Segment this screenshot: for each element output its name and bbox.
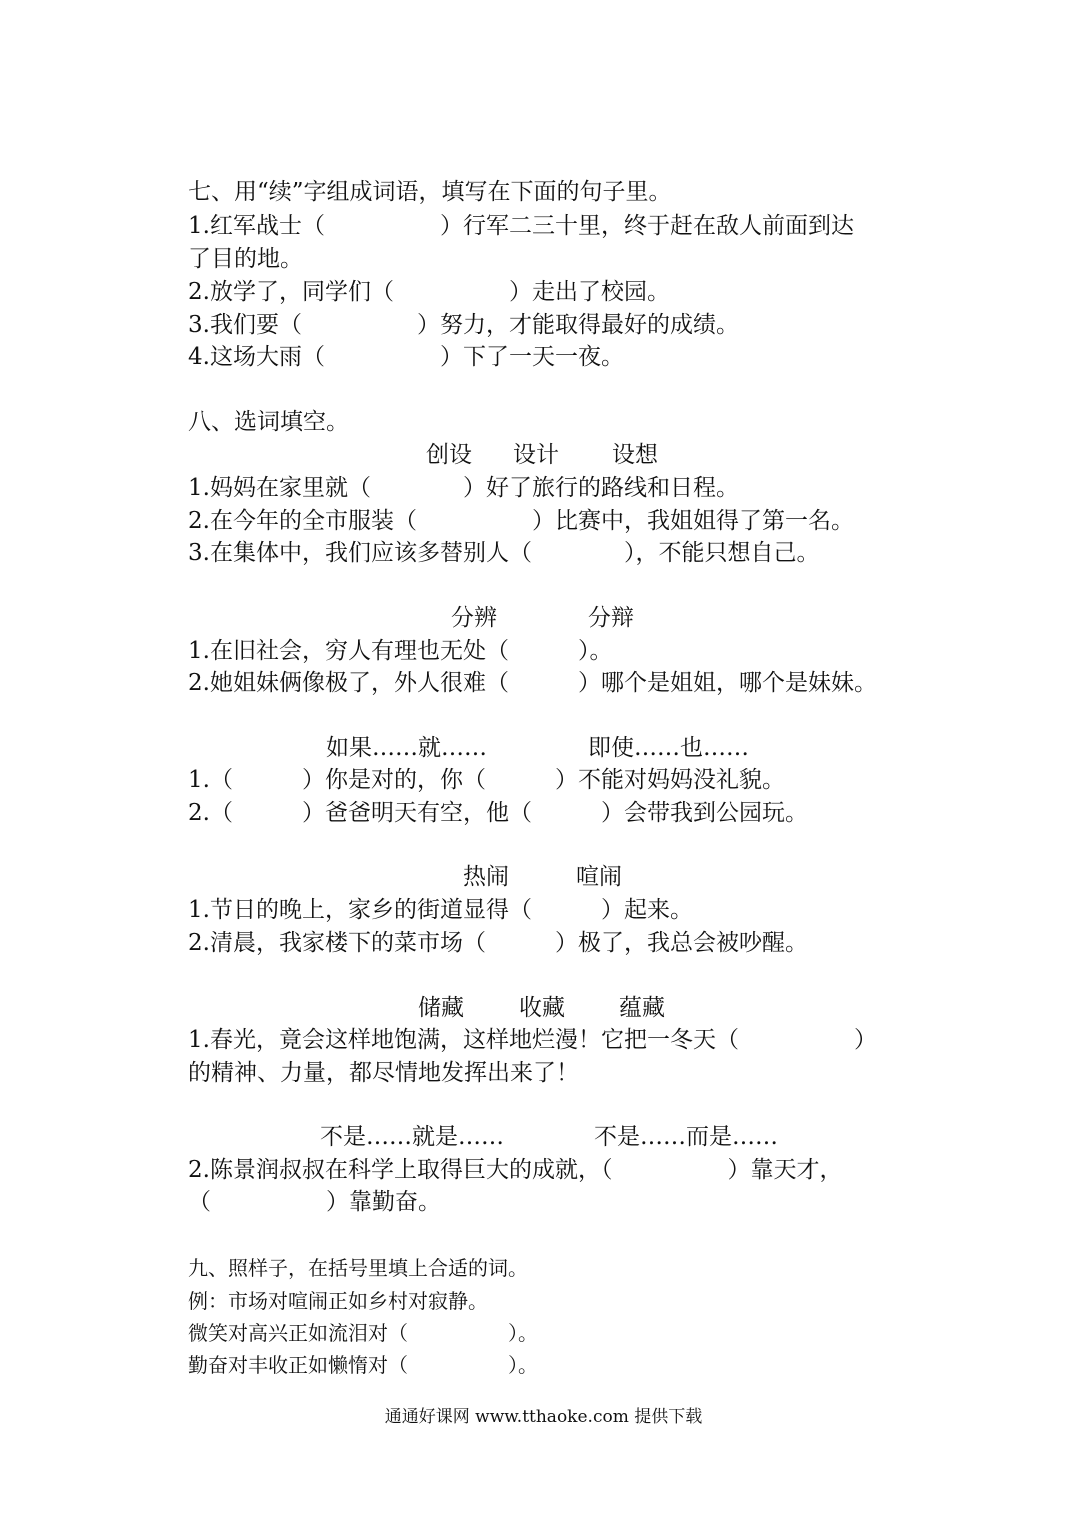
option-word: 收藏 (519, 995, 565, 1021)
section-8-title: 八、选词填空。 (188, 409, 349, 435)
section-7-title: 七、用“续”字组成词语，填写在下面的句子里。 (188, 179, 672, 205)
option-word: 分辨 (451, 605, 497, 631)
question-7-1-line2: 了目的地。 (188, 246, 303, 272)
question-8-1-3: 3.在集体中，我们应该多替别人（ ），不能只想自己。 (188, 540, 820, 566)
question-8-6-2-line2: （ ）靠勤奋。 (188, 1189, 441, 1215)
question-7-1-line1: 1.红军战士（ ）行军二三十里，终于赶在敌人前面到达 (188, 213, 854, 239)
option-word: 不是……而是…… (594, 1124, 778, 1150)
question-7-2: 2.放学了，同学们（ ）走出了校园。 (188, 279, 670, 305)
question-8-1-1: 1.妈妈在家里就（ ）好了旅行的路线和日程。 (188, 475, 739, 501)
section-9-example: 例：市场对喧闹正如乡村对寂静。 (188, 1289, 488, 1313)
option-word: 即使……也…… (588, 735, 749, 761)
question-8-4-2: 2.清晨，我家楼下的菜市场（ ）极了，我总会被吵醒。 (188, 930, 808, 956)
option-word: 分辩 (588, 605, 634, 631)
option-word: 创设 (426, 442, 472, 468)
option-word: 热闹 (463, 864, 509, 890)
question-7-3: 3.我们要（ ）努力，才能取得最好的成绩。 (188, 312, 739, 338)
question-7-4: 4.这场大雨（ ）下了一天一夜。 (188, 344, 624, 370)
question-8-1-2: 2.在今年的全市服装（ ）比赛中，我姐姐得了第一名。 (188, 508, 854, 534)
section-9-title: 九、照样子，在括号里填上合适的词。 (188, 1256, 528, 1280)
question-8-6-2-line1: 2.陈景润叔叔在科学上取得巨大的成就，（ ）靠天才， (188, 1157, 843, 1183)
question-8-5-1-line2: 的精神、力量，都尽情地发挥出来了！ (188, 1060, 579, 1086)
question-8-4-1: 1.节日的晚上，家乡的街道显得（ ）起来。 (188, 897, 693, 923)
question-8-2-2: 2.她姐妹俩像极了，外人很难（ ）哪个是姐姐，哪个是妹妹。 (188, 670, 877, 696)
page-footer: 通通好课网 www.tthaoke.com 提供下载 (384, 1407, 703, 1427)
question-9-1: 微笑对高兴正如流泪对（ ）。 (188, 1321, 538, 1345)
question-9-2: 勤奋对丰收正如懒惰对（ ）。 (188, 1353, 538, 1377)
question-8-3-2: 2.（ ）爸爸明天有空，他（ ）会带我到公园玩。 (188, 800, 808, 826)
option-word: 设想 (612, 442, 658, 468)
question-8-2-1: 1.在旧社会，穷人有理也无处（ ）。 (188, 638, 613, 664)
option-word: 如果……就…… (326, 735, 487, 761)
option-word: 蕴藏 (619, 995, 665, 1021)
option-word: 不是……就是…… (320, 1124, 504, 1150)
option-word: 储藏 (418, 995, 464, 1021)
option-word: 设计 (513, 442, 559, 468)
question-8-3-1: 1.（ ）你是对的，你（ ）不能对妈妈没礼貌。 (188, 767, 785, 793)
option-word: 喧闹 (576, 864, 622, 890)
question-8-5-1-line1: 1.春光，竟会这样地饱满，这样地烂漫！它把一冬天（ ） (188, 1027, 877, 1053)
